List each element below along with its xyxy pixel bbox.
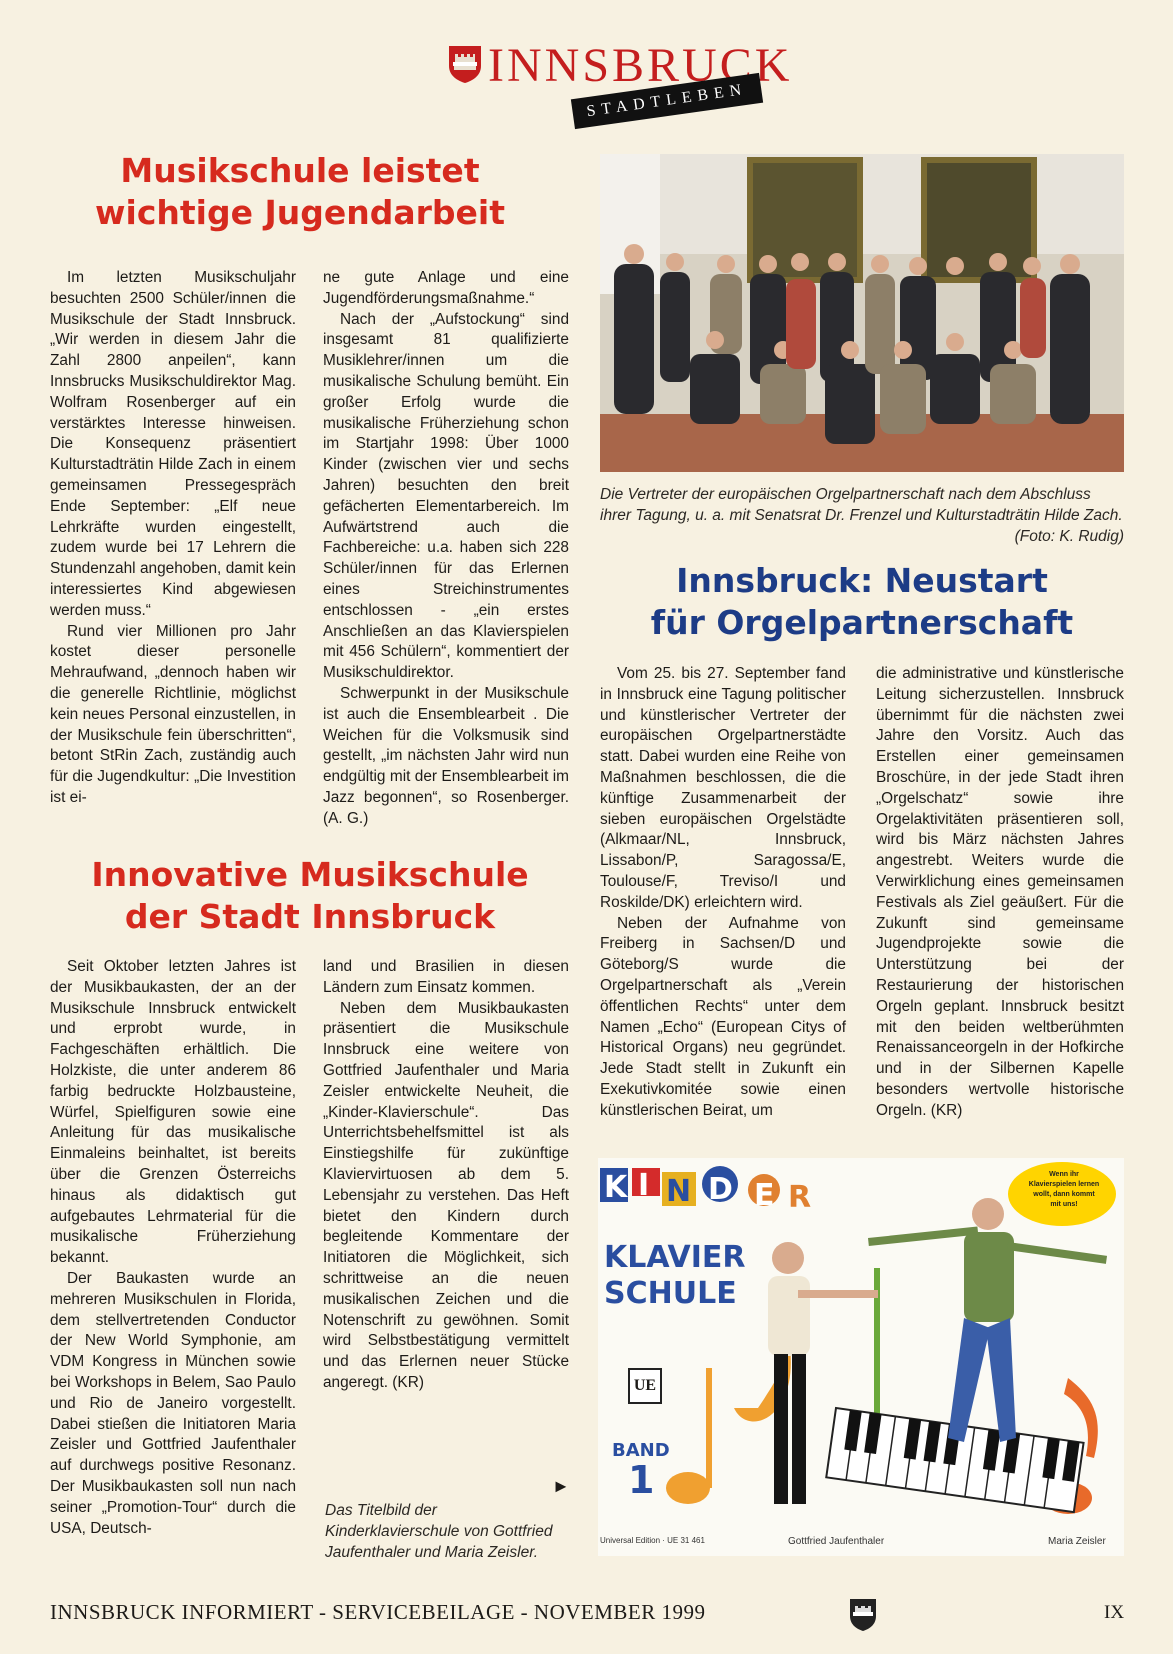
kinder-letter: I [638,1168,650,1203]
paragraph: Neben der Aufnahme von Freiberg in Sachsen/D und Göteborg/S wurde die Orgelpartnerschaft als „Verein öffentlichen Rechts“ unter dem Namen „Echo“ (European Citys of Historical Organs) neu gegründet. Jede Stadt stellt in Zukunft ein Exekutivkomitée sowie einen künstlerischen Beirat, um [600,914,846,1119]
city-crest-icon [448,44,482,84]
article1-headline-line2: wichtige Jugendarbeit [95,193,505,232]
paragraph: land und Brasilien in diesen Ländern zum Einsatz kommen. [323,958,569,996]
paragraph: Nach der „Aufstockung“ sind insgesamt 81 qualifizierte Musiklehrer/innen um die musikalische Schulung bemüht. Ein großer Erfolg wurde die musikalische Früherziehung schon im Startjahr 1998: Über 1000 Kinder (zwischen vier und sechs Jahren) besuchten den breit gefächerten Elementarbereich. Im Aufwärtstrend auch die Fachbereiche: u.a. haben sich 228 Schüler/innen für das Erlernen eines Streichinstrumentes entschlossen - „ein erstes Anschließen an das Klavierspielen mit 456 Schülern“, kommentiert der Musikschuldirektor. [323,310,569,682]
group-photo [600,154,1124,472]
article3-column-1 [50,957,296,1539]
kinder-wordmark [598,1166,818,1215]
article3-column-2 [323,957,569,1394]
article1-headline [50,150,550,234]
arrow-right-icon: ► [552,1476,570,1496]
paragraph: Seit Oktober letzten Jahres ist der Musikbaukasten, der an der Musikschule Innsbruck entwickelt und erprobt wurde, in Fachgeschäften erhältlich. Die Holzkiste, die unter anderem 86 farbig bedruckte Holzbausteine, Würfel, Spielfiguren sowie eine Anleitung für das musikalische Einmaleins beinhaltet, ist bereits über die Grenzen Österreichs hinaus als didaktisch gut aufgebautes Lehrmaterial für die musikalische Früherziehung bekannt. [50,958,296,1267]
book-title-line2: SCHULE [604,1276,737,1311]
band-label: BAND [612,1440,670,1461]
article3-headline [50,854,570,938]
paragraph: Im letzten Musikschuljahr besuchten 2500 Schüler/innen die Musikschule der Stadt Innsbruck. „Wir werden in diesem Jahr die Zahl 2800 anpeilen“, kann Innsbrucks Musikschuldirektor Mag. Wolfram Rosenberger auf ein verstärktes Interesse hinweisen. Die Konsequenz präsentiert Kulturstadträtin Hilde Zach in einem gemeinsamen Pressegespräch Ende September: „Elf neue Lehrkräfte wurden eingestellt, zudem wurde bei 17 Lehrern die Stundenzahl angehoben, damit kein interessiertes Kind abgewiesen werden muss.“ [50,269,296,619]
article2-headline-line2: für Orgelpartnerschaft [650,603,1074,642]
kinder-letter: E [754,1178,775,1213]
article1-column-2 [323,268,569,830]
book-caption: Das Titelbild der Kinderklavierschule von Gottfried Jaufenthaler und Maria Zeisler. [325,1502,553,1561]
paragraph: die administrative und künstlerische Leitung sicherzustellen. Innsbruck übernimmt für die nächsten zwei Jahre den Vorsitz. Auch das Erstellen einer gemeinsamen Broschüre, in der jede Stadt ihren „Orgelschatz“ sowie ihre Orgelaktivitäten präsentieren soll, wird bis März nächsten Jahres angestrebt. Weiters wurde die Verwirklichung eines gemeinsamen Festivals als Ziel geäußert. Für die Zukunft sind gemeinsame Jugendprojekte sowie die Unterstützung bei der Restaurierung der historischen Orgeln geplant. Innsbruck besitzt mit den beiden weltberühmten Renaissanceorgeln in der Hofkirche und in der Silbernen Kapelle besonders wertvolle historische Orgeln. (KR) [876,665,1124,1119]
article2-column-1 [600,664,846,1122]
page-number: IX [1104,1602,1125,1623]
ue-logo: UE [628,1368,662,1404]
book-author-2: Maria Zeisler [1048,1536,1106,1547]
kinder-letter: N [666,1174,692,1209]
photo-caption-text: Die Vertreter der europäischen Orgelpartnerschaft nach dem Abschluss ihrer Tagung, u. a. mit Senatsrat Dr. Frenzel und Kulturstadträtin Hilde Zach. [600,486,1123,524]
book-title-line1: KLAVIER [604,1240,746,1275]
article2-headline-line1: Innsbruck: Neustart [676,561,1048,600]
article1-column-1 [50,268,296,809]
paragraph: Schwerpunkt in der Musikschule ist auch die Ensemblearbeit . Die Weichen für die Volksmusik sind gestellt, „im nächsten Jahr wird nun endgültig mit der Ensemblearbeit im Jazz begonnen“, so Rosenberger. (A. G.) [323,684,569,827]
paragraph: Vom 25. bis 27. September fand in Innsbruck eine Tagung politischer und künstlerischer Vertreter der europäischen Orgelpartnerstädte statt. Dabei wurden eine Reihe von Maßnahmen beschlossen, die die künftige Zusammenarbeit der sieben europäischen Orgelstädte (Alkmaar/NL, Innsbruck, Lissabon/P, Saragossa/E, Toulouse/F, Treviso/I und Roskilde/DK) erleichtern wird. [600,665,846,911]
footer-crest-icon [849,1598,877,1632]
book-title [604,1240,746,1312]
book-cover-art [598,1158,1124,1556]
article1-headline-line1: Musikschule leistet [120,151,480,190]
photo-credit: (Foto: K. Rudig) [1014,528,1124,545]
footer-title: INNSBRUCK INFORMIERT - SERVICEBEILAGE - NOVEMBER 1999 [50,1600,706,1624]
band-number: 1 [628,1458,655,1502]
article3-headline-line1: Innovative Musikschule [91,855,529,894]
article2-column-2 [876,664,1124,1122]
book-cover-image [598,1158,1124,1556]
paragraph: ne gute Anlage und eine Jugendförderungsmaßnahme.“ [323,269,569,307]
kinder-letter: R [788,1180,812,1215]
speech-bubble-text: Wenn ihr Klavierspielen lernen wollt, dann kommt mit uns! [1028,1171,1100,1208]
paragraph: Der Baukasten wurde an mehreren Musikschulen in Florida, dem stellvertretenden Conductor der New World Symphonie, am VDM Kongress in München sowie bei Workshops in Belem, Sao Paulo und Rio de Janeiro vorgestellt. Dabei stießen die Initiatoren Maria Zeisler und Gottfried Jaufenthaler auf durchwegs positive Resonanz. Der Musikbaukasten soll nun nach seiner „Promotion-Tour“ durch die USA, Deutsch- [50,1269,296,1537]
masthead [448,38,793,128]
publisher-line: Universal Edition · UE 31 461 [600,1536,705,1545]
photo-caption [600,484,1124,547]
paragraph: Neben dem Musikbaukasten präsentiert die Musikschule Innsbruck eine weitere von Gottfried Jaufenthaler und Maria Zeisler entwickelte Neuheit, die „Kinder-Klavierschule“. Das Unterrichtsbehelfsmittel ist als Einstiegshilfe für zukünftige Klaviervirtuosen ab dem 5. Lebensjahr zu verstehen. Das Heft bietet den Kindern durch begleitende Kommentare der Initiatoren die Möglichkeit, sich schrittweise an die neuen musikalischen Zeichen und die Notenschrift zu gewöhnen. Somit wird Selbstbestätigung vermittelt und das Erlernen neuer Stücke angeregt. (KR) [323,999,569,1391]
article2-headline [600,560,1124,644]
article3-headline-line2: der Stadt Innsbruck [124,897,496,936]
masthead-title: INNSBRUCK [488,39,793,92]
masthead-ribbon: STADTLEBEN [571,73,763,129]
kinder-letter: K [604,1170,628,1205]
paragraph: Rund vier Millionen pro Jahr kostet dieser personelle Mehraufwand, „dennoch haben wir die generelle Richtlinie, möglichst kein neues Personal einzustellen, in der Musikschule fein überschritten“, betont StRin Zach, zuständig auch für die Jugendkultur: „Die Investition ist ei- [50,622,296,806]
kinder-letter: D [708,1172,733,1207]
group-photo-image [600,154,1124,472]
book-author-1: Gottfried Jaufenthaler [788,1536,885,1547]
